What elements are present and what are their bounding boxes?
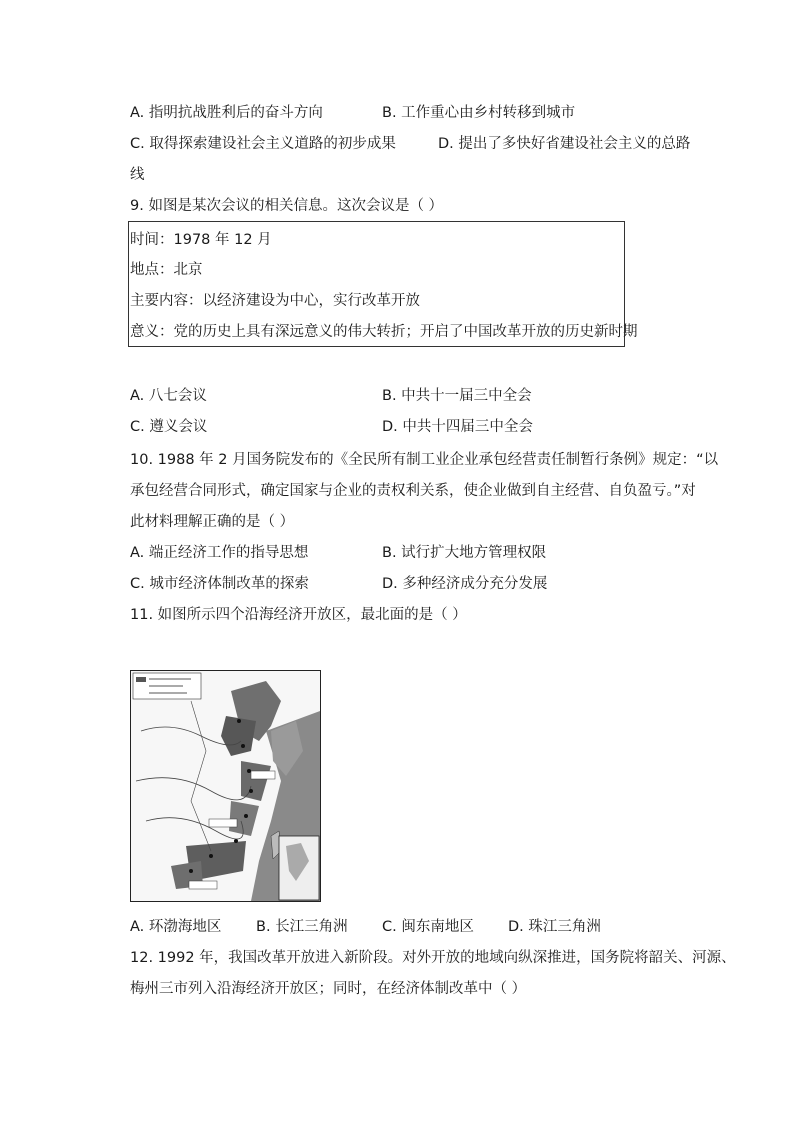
q10-option-d[interactable]: D. 多种经济成分充分发展 [382, 576, 548, 592]
q9-option-d[interactable]: D. 中共十四届三中全会 [382, 419, 533, 435]
q10-option-c[interactable]: C. 城市经济体制改革的探索 [130, 576, 309, 592]
q8-option-a[interactable]: A. 指明抗战胜利后的奋斗方向 [130, 105, 323, 121]
coastal-open-zones-map-icon [131, 671, 320, 901]
q8-option-b[interactable]: B. 工作重心由乡村转移到城市 [382, 105, 576, 121]
q11-option-d[interactable]: D. 珠江三角洲 [508, 919, 601, 935]
q10-stem-line-2: 承包经营合同形式，确定国家与企业的责权利关系，使企业做到自主经营、自负盈亏。”对 [130, 483, 696, 499]
q11-option-a[interactable]: A. 环渤海地区 [130, 919, 222, 935]
q10-stem-line-1: 10. 1988 年 2 月国务院发布的《全民所有制工业企业承包经营责任制暂行条例》规定：“以 [130, 452, 719, 468]
q11-map-figure [130, 670, 321, 902]
q9-option-a[interactable]: A. 八七会议 [130, 388, 207, 404]
q12-stem-line-2: 梅州三市列入沿海经济开放区；同时，在经济体制改革中（ ） [130, 981, 527, 997]
q9-option-c[interactable]: C. 遵义会议 [130, 419, 208, 435]
q10-stem-line-3: 此材料理解正确的是（ ） [130, 514, 295, 530]
q9-option-b[interactable]: B. 中共十一届三中全会 [382, 388, 532, 404]
q11-option-b[interactable]: B. 长江三角洲 [256, 919, 348, 935]
q8-option-c[interactable]: C. 取得探索建设社会主义道路的初步成果 [130, 136, 396, 152]
q9-box-place: 地点：北京 [130, 262, 203, 278]
q11-option-c[interactable]: C. 闽东南地区 [382, 919, 474, 935]
q10-option-a[interactable]: A. 端正经济工作的指导思想 [130, 545, 309, 561]
q9-box-content: 主要内容：以经济建设为中心，实行改革开放 [130, 293, 420, 309]
q8-option-d-continued: 线 [130, 167, 145, 183]
q11-stem: 11. 如图所示四个沿海经济开放区，最北面的是（ ） [130, 607, 467, 623]
q9-info-box [128, 221, 638, 347]
q8-option-d[interactable]: D. 提出了多快好省建设社会主义的总路 [438, 136, 691, 152]
q9-box-meaning: 意义：党的历史上具有深远意义的伟大转折；开启了中国改革开放的历史新时期 [130, 324, 638, 340]
q9-box-time: 时间：1978 年 12 月 [130, 232, 272, 248]
q10-option-b[interactable]: B. 试行扩大地方管理权限 [382, 545, 547, 561]
q9-stem: 9. 如图是某次会议的相关信息。这次会议是（ ） [130, 198, 444, 214]
q12-stem-line-1: 12. 1992 年，我国改革开放进入新阶段。对外开放的地域向纵深推进，国务院将韶关、河源、 [130, 950, 736, 966]
